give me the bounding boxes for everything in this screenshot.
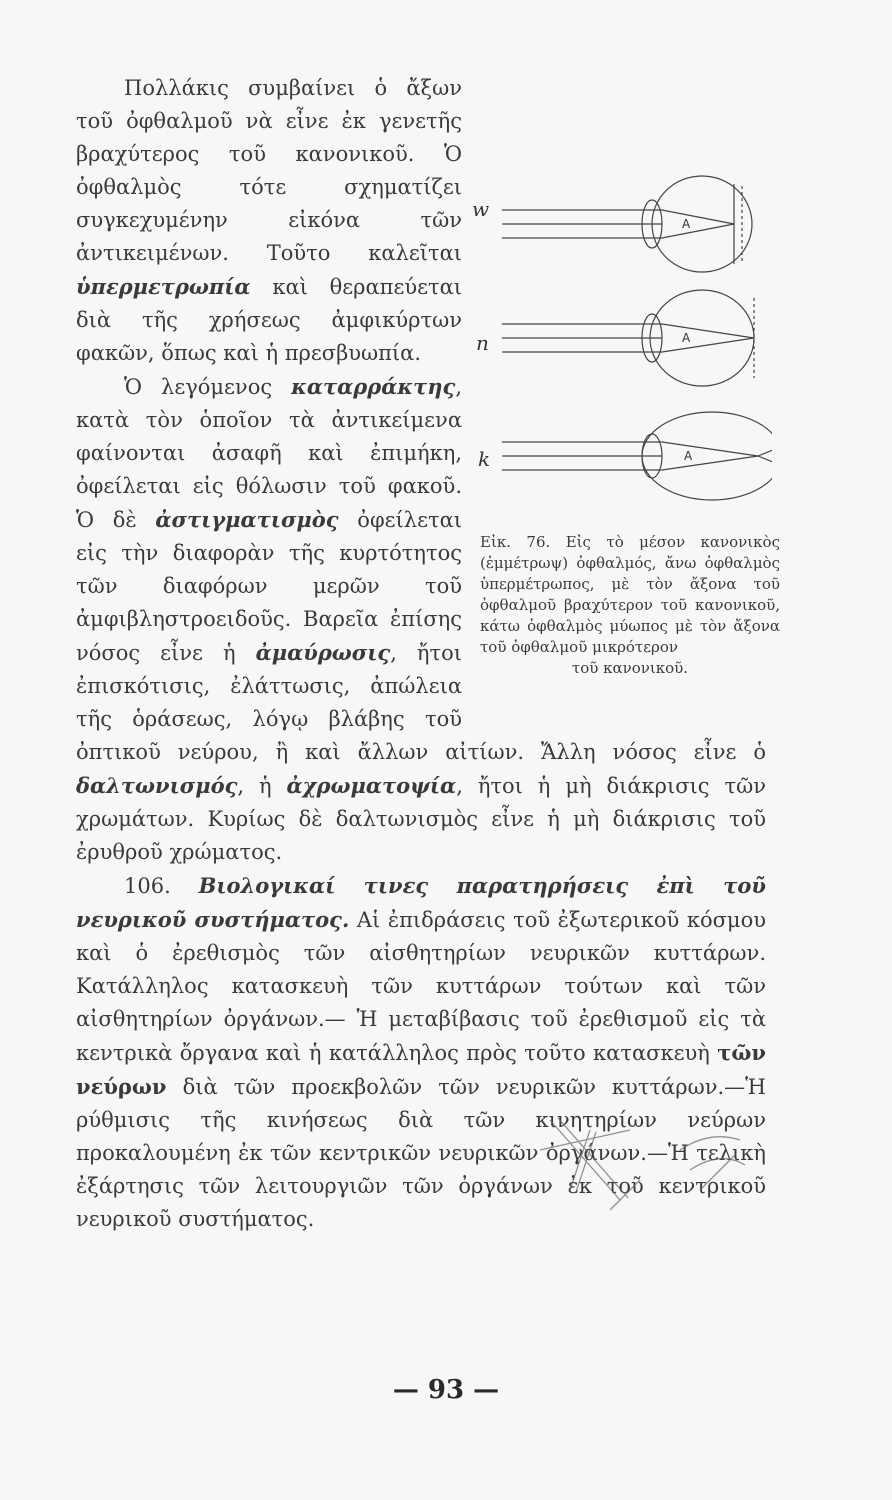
hyperopic-eye-diagram [502,176,752,272]
figure-caption [480,532,780,679]
p1-text: Πολλάκις συμβαίνει ὁ ἄξων τοῦ ὀφθαλμοῦ νὰ εἶνε ἐκ γενετῆς βραχύτερος τοῦ κανονικοῦ. Ὁ ὀφθαλμὸς τότε σχηματίζει συγκεχυμένην εἰκόνα τῶν ἀντικειμένων. Τοῦτο καλεῖται [76,76,462,265]
p2-mid1: , κατὰ τὸν ὁποῖον τὰ ἀντικείμενα φαίνονται ἀσαφῆ καὶ ἐπιμήκη, ὀφείλεται εἰς θόλωσιν τοῦ φακοῦ. Ὁ δὲ [76,375,462,532]
figure-area [472,72,780,720]
p1-rest: καὶ θεραπεύεται διὰ τῆς χρήσεως ἀμφικύρτων φακῶν, ὅπως καὶ ἡ πρεσβυωπία. [76,275,462,365]
p2-mid2: ὀφείλεται εἰς τὴν διαφορὰν τῆς κυρτότητος τῶν διαφόρων μερῶν τοῦ ἀμφιβληστροειδοῦς. Βαρεῖα ἐπίσης νόσος εἶνε ἡ [76,508,462,665]
term-amaurosis: ἀμαύρωσις [255,640,391,665]
p3-body1: Αἱ ἐπιδράσεις τοῦ ἐξωτερικοῦ κόσμου καὶ ὁ ἐρεθισμὸς τῶν αἰσθητηρίων νευρικῶν κυττάρων. Κατάλληλος κατασκευὴ τῶν κυττάρων τούτων καὶ τῶν αἰσθητηρίων ὀργάνων.— Ἡ μεταβίβασις τοῦ ἐρεθισμοῦ εἰς τὰ κεντρικὰ ὄργανα καὶ ἡ κατάλληλος πρὸς τοῦτο κατασκευὴ [76,908,766,1065]
p2-end: , ἤτοι ἡ μὴ διάκρισις τῶν χρωμάτων. Κυρίως δὲ δαλτωνισμὸς εἶνε ἡ μὴ διάκρισις τοῦ ἐρυθροῦ χρώματος. [76,774,766,864]
caption-text: Εἰκ. 76. Εἰς τὸ μέσον κανονικὸς (ἐμμέτρωψ) ὀφθαλμός, ἄνω ὀφθαλμὸς ὑπερμέτρωπος, μὲ τὸν ἄξονα τοῦ ὀφθαλμοῦ βραχύτερον τοῦ κανονικοῦ, κάτω ὀφθαλμὸς μύωπος μὲ τὸν ἄξονα τοῦ ὀφθαλμοῦ μικρότερον [480,533,780,656]
label-k: k [478,447,491,471]
p2-mid3: , ἤτοι ἐπισκότισις, ἐλάττωσις, ἀπώλεια τῆς ὁράσεως, λόγῳ βλάβης τοῦ ὀπτικοῦ νεύρου, ἢ καὶ ἄλλων αἰτίων. Ἄλλη νόσος εἶνε ὁ [76,641,766,764]
lens-label-bottom: A [684,449,693,463]
section-heading: Βιολογικαί τινες παρατηρήσεις ἐπὶ τοῦ νευρικοῦ συστήματος. [76,873,766,932]
caption-last-line: τοῦ κανονικοῦ. [571,659,689,677]
p2-start: Ὁ λεγόμενος [124,375,273,399]
lens-label-middle: A [682,331,691,345]
label-w: w [472,197,490,221]
normal-eye-diagram [502,290,754,386]
term-cataract: καταρράκτης [291,374,456,399]
p2-mid4: , ἡ [237,774,272,798]
eye-diagram-figure [472,152,772,582]
lens-label-top: A [682,217,691,231]
pencil-scribble-mark [530,1110,750,1230]
page-number: — 93 — [392,1375,500,1405]
p3-body3: διὰ τῶν προεκβολῶν τῶν νευρικῶν κυττάρων.—Ἡ ρύθμισις τῆς κινήσεως διὰ τῶν κινητηρίων νεύρων προκαλουμένη ἐκ τῶν κεντρικῶν νευρικῶν ὀργάνων.—Ἡ τελικὴ ἐξάρτησις τῶν λειτουργιῶν τῶν ὀργάνων ἐκ τοῦ κεντρικοῦ νευρικοῦ συστήματος. [76,1075,766,1231]
p3-body2: τῶν νεύρων [76,1040,766,1099]
label-n: n [476,331,489,355]
myopic-eye-diagram [502,412,772,500]
term-hyperopia: ὑπερμετρωπία [76,274,251,299]
main-text [76,72,780,1236]
term-daltonism: δαλτωνισμός [76,773,238,798]
term-astigmatism: ἀστιγματισμὸς [155,507,339,532]
section-number: 106. [124,874,171,898]
term-achromatopsia: ἀχρωματοψία [286,773,457,798]
